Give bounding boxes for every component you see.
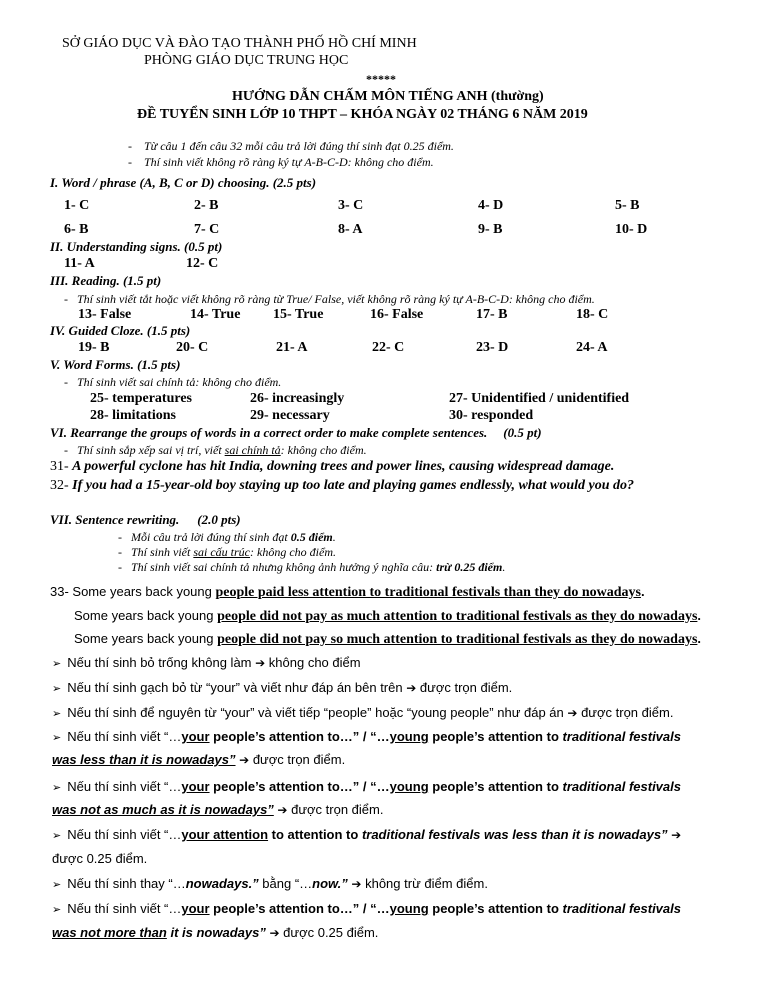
answer: 3- C — [338, 198, 364, 213]
triangle-bullet-icon: ➢ — [52, 707, 62, 720]
arrow-right-icon: ➔ — [255, 656, 266, 670]
rule-item-cont: được 0.25 điểm. — [52, 851, 148, 866]
answer: 13- False — [78, 307, 132, 322]
rule-item-cont: was less than it is nowadays” ➔ được trọn điểm. — [52, 752, 346, 767]
triangle-bullet-icon: ➢ — [52, 682, 62, 695]
sentence-32: 32- If you had a 15-year-old boy staying up too late and playing games endlessly, what would you do? — [50, 478, 634, 493]
triangle-bullet-icon: ➢ — [52, 903, 62, 916]
triangle-bullet-icon: ➢ — [52, 657, 62, 670]
answer: 17- B — [476, 307, 508, 322]
section-heading: I. Word / phrase (A, B, C or D) choosing. (2.5 pts) — [50, 175, 317, 190]
note-item: - Thí sinh viết sai cấu trúc: không cho điểm. — [118, 545, 336, 559]
section-heading: IV. Guided Cloze. (1.5 pts) — [50, 323, 191, 338]
rule-item: ➢ Nếu thí sinh viết “…your people’s attention to…” / “…young people’s attention to traditional festivals — [52, 779, 681, 794]
triangle-bullet-icon: ➢ — [52, 829, 62, 842]
section-heading: VII. Sentence rewriting. (2.0 pts) — [50, 512, 241, 527]
arrow-right-icon: ➔ — [567, 706, 578, 720]
section-heading: II. Understanding signs. (0.5 pt) — [50, 239, 223, 254]
answer: 4- D — [478, 198, 504, 213]
arrow-right-icon: ➔ — [269, 926, 280, 940]
rule-item-cont: was not more than it is nowadays” ➔ được 0.25 điểm. — [52, 925, 379, 940]
section-heading: V. Word Forms. (1.5 pts) — [50, 357, 181, 372]
note-item: - Thí sinh viết sai chính tả nhưng không ảnh hưởng ý nghĩa câu: trừ 0.25 điểm. — [118, 560, 506, 574]
arrow-right-icon: ➔ — [671, 828, 682, 842]
answer: 29- necessary — [250, 408, 330, 423]
answer: 5- B — [615, 198, 640, 213]
arrow-right-icon: ➔ — [277, 803, 288, 817]
note-item: - Thí sinh viết không rõ ràng ký tự A-B-C-D: không cho điểm. — [128, 155, 434, 169]
answer: 2- B — [194, 198, 219, 213]
answer: 26- increasingly — [250, 391, 345, 406]
note-item: - Từ câu 1 đến câu 32 mỗi câu trả lời đúng thí sinh đạt 0.25 điểm. — [128, 139, 454, 153]
answer: 8- A — [338, 222, 363, 237]
rule-item-cont: was not as much as it is nowadays” ➔ được trọn điểm. — [52, 802, 384, 817]
answer: 1- C — [64, 198, 90, 213]
q33-answer-1: 33- Some years back young people paid less attention to traditional festivals than they do nowadays. — [50, 584, 645, 600]
answer: 28- limitations — [90, 408, 176, 423]
q33-answer-3: Some years back young people did not pay so much attention to traditional festivals as they do nowadays. — [74, 631, 702, 647]
rule-item: ➢ Nếu thí sinh để nguyên từ “your” và viết tiếp “people” hoặc “young people” như đáp án ➔ được trọn điểm. — [52, 705, 674, 720]
rule-item: ➢ Nếu thí sinh gạch bỏ từ “your” và viết như đáp án bên trên ➔ được trọn điểm. — [52, 680, 513, 695]
section-heading: III. Reading. (1.5 pt) — [50, 273, 162, 288]
triangle-bullet-icon: ➢ — [52, 781, 62, 794]
answer: 6- B — [64, 222, 89, 237]
note-item: - Mỗi câu trả lời đúng thí sinh đạt 0.5 điểm. — [118, 530, 336, 544]
rule-item: ➢ Nếu thí sinh viết “…your people’s attention to…” / “…young people’s attention to traditional festivals — [52, 729, 681, 744]
answer: 23- D — [476, 340, 509, 355]
answer: 12- C — [186, 256, 219, 271]
note-item: - Thí sinh viết tắt hoặc viết không rõ ràng từ True/ False, viết không rõ ràng ký tự A-B-C-D: không cho điểm. — [64, 292, 595, 306]
office-name: PHÒNG GIÁO DỤC TRUNG HỌC — [144, 53, 349, 68]
answer: 14- True — [190, 307, 241, 322]
triangle-bullet-icon: ➢ — [52, 731, 62, 744]
doc-title: HƯỚNG DẪN CHẤM MÔN TIẾNG ANH (thường) — [232, 89, 544, 104]
answer: 25- temperatures — [90, 391, 192, 406]
rule-item: ➢ Nếu thí sinh viết “…your attention to attention to traditional festivals was less than it is nowadays” ➔ — [52, 827, 682, 842]
section-heading: VI. Rearrange the groups of words in a correct order to make complete sentences. (0.5 pt) — [50, 425, 542, 440]
department-name: SỞ GIÁO DỤC VÀ ĐÀO TẠO THÀNH PHỐ HỒ CHÍ MINH — [62, 36, 417, 51]
doc-subtitle: ĐỀ TUYỂN SINH LỚP 10 THPT – KHÓA NGÀY 02 THÁNG 6 NĂM 2019 — [137, 107, 588, 122]
arrow-right-icon: ➔ — [351, 877, 362, 891]
answer: 22- C — [372, 340, 405, 355]
rule-item: ➢ Nếu thí sinh bỏ trống không làm ➔ không cho điểm — [52, 655, 361, 670]
stars-divider: ***** — [366, 72, 396, 86]
answer: 18- C — [576, 307, 609, 322]
note-item: - Thí sinh viết sai chính tả: không cho điểm. — [64, 375, 282, 389]
answer: 21- A — [276, 340, 308, 355]
rule-item: ➢ Nếu thí sinh thay “…nowadays.” bằng “…now.” ➔ không trừ điểm điểm. — [52, 876, 488, 891]
answer: 24- A — [576, 340, 608, 355]
answer: 7- C — [194, 222, 220, 237]
arrow-right-icon: ➔ — [406, 681, 417, 695]
answer: 9- B — [478, 222, 503, 237]
q33-answer-2: Some years back young people did not pay as much attention to traditional festivals as they do nowadays. — [74, 608, 702, 624]
rule-item: ➢ Nếu thí sinh viết “…your people’s attention to…” / “…young people’s attention to traditional festivals — [52, 901, 681, 916]
answer: 10- D — [615, 222, 648, 237]
answer: 11- A — [64, 256, 95, 271]
answer: 30- responded — [449, 408, 534, 423]
answer: 27- Unidentified / unidentified — [449, 391, 630, 406]
answer: 19- B — [78, 340, 110, 355]
arrow-right-icon: ➔ — [239, 753, 250, 767]
sentence-31: 31- A powerful cyclone has hit India, downing trees and power lines, causing widespread damage. — [50, 459, 615, 474]
triangle-bullet-icon: ➢ — [52, 878, 62, 891]
answer: 20- C — [176, 340, 209, 355]
note-item: - Thí sinh sắp xếp sai vị trí, viết sai chính tả: không cho điểm. — [64, 443, 367, 457]
answer: 16- False — [370, 307, 424, 322]
answer: 15- True — [273, 307, 324, 322]
